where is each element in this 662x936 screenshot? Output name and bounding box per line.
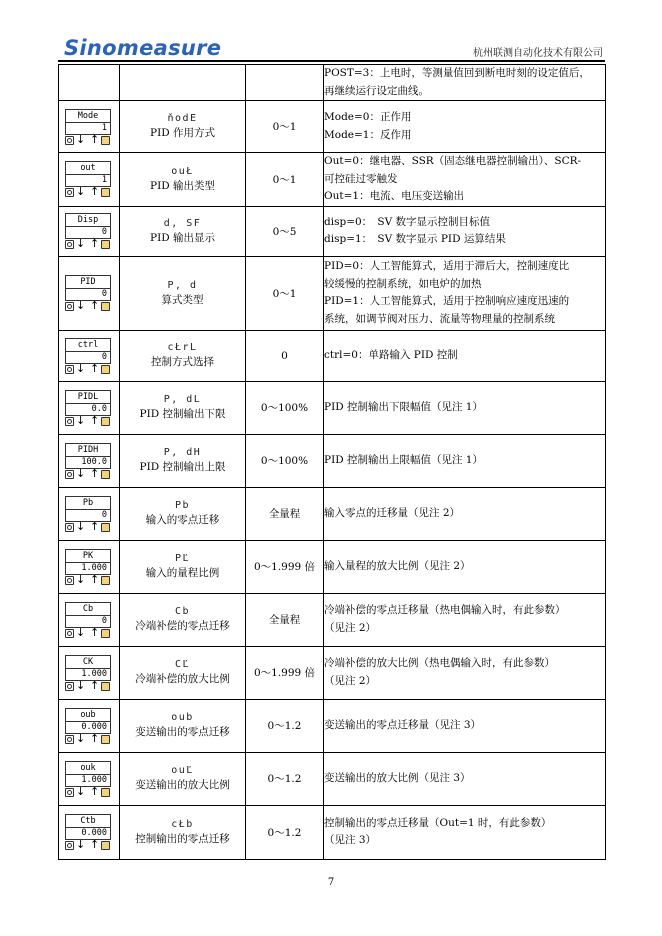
display-window bbox=[65, 109, 111, 135]
param-name: 冷端补偿的放大比例 bbox=[135, 673, 230, 685]
param-range: 0～1.999 倍 bbox=[246, 646, 324, 699]
table-row bbox=[59, 206, 606, 256]
display-code: Cb bbox=[66, 603, 110, 616]
param-name-cell bbox=[120, 593, 246, 646]
display-window bbox=[65, 602, 111, 628]
param-name: 算式类型 bbox=[161, 293, 204, 306]
enter-key-icon bbox=[101, 417, 110, 426]
set-key-icon bbox=[65, 523, 74, 532]
up-arrow-icon: ↑ bbox=[90, 466, 100, 480]
param-name-cell bbox=[120, 487, 246, 540]
table-row bbox=[59, 752, 606, 805]
set-key-icon bbox=[65, 365, 74, 374]
down-arrow-icon: ↓ bbox=[76, 784, 86, 798]
display-window bbox=[65, 549, 111, 575]
param-name-cell bbox=[120, 206, 246, 256]
description-line: 较缓慢的控制系统，如电炉的加热 bbox=[324, 277, 482, 290]
down-arrow-icon: ↓ bbox=[76, 185, 86, 199]
segment-symbol: cŁb bbox=[171, 818, 194, 830]
display-code: oub bbox=[66, 709, 110, 722]
display-code: PID bbox=[66, 276, 110, 289]
description-line: 系统，如调节阀对压力、流量等物理量的控制系统 bbox=[324, 312, 555, 325]
enter-key-icon bbox=[101, 365, 110, 374]
display-code: CK bbox=[66, 656, 110, 669]
down-arrow-icon: ↓ bbox=[76, 361, 86, 375]
param-description bbox=[324, 65, 606, 101]
display-cell bbox=[59, 381, 120, 434]
segment-symbol: oub bbox=[171, 712, 194, 723]
param-name-cell bbox=[120, 153, 246, 207]
display-value: 0 bbox=[101, 227, 107, 237]
param-name-cell bbox=[120, 805, 246, 859]
display-panel bbox=[61, 706, 117, 746]
set-key-icon bbox=[65, 240, 74, 249]
param-range: 0 bbox=[246, 330, 324, 381]
segment-symbol: ouŁ bbox=[171, 165, 194, 177]
display-code: ctrl bbox=[66, 339, 110, 352]
param-name: PID 控制输出上限 bbox=[139, 461, 226, 473]
param-name-cell bbox=[120, 330, 246, 381]
segment-symbol: cŁrL bbox=[167, 342, 198, 353]
param-name-cell bbox=[120, 434, 246, 487]
param-range: 全量程 bbox=[246, 593, 324, 646]
page-header bbox=[58, 36, 605, 62]
display-value: 0.000 bbox=[81, 828, 107, 838]
param-range: 0～100% bbox=[246, 381, 324, 434]
table-row bbox=[59, 646, 606, 699]
description-line: （见注 2） bbox=[324, 621, 377, 634]
param-description bbox=[324, 805, 606, 859]
description-line: 控制输出的零点迁移量（Out=1 时，有此参数） bbox=[324, 816, 552, 829]
down-arrow-icon: ↓ bbox=[76, 731, 86, 745]
param-description bbox=[324, 153, 606, 207]
param-description bbox=[324, 206, 606, 256]
set-key-icon bbox=[65, 841, 74, 850]
down-arrow-icon: ↓ bbox=[76, 838, 86, 851]
description-line: ctrl=0：单路输入 PID 控制 bbox=[324, 348, 458, 361]
down-arrow-icon: ↓ bbox=[76, 299, 86, 312]
param-name-cell bbox=[120, 256, 246, 330]
down-arrow-icon: ↓ bbox=[76, 413, 86, 427]
param-description bbox=[324, 381, 606, 434]
up-arrow-icon: ↑ bbox=[90, 784, 100, 798]
param-name: PID 输出显示 bbox=[150, 231, 215, 244]
display-panel bbox=[61, 547, 117, 587]
table-row bbox=[59, 65, 606, 101]
display-value: 0.000 bbox=[81, 721, 107, 732]
up-arrow-icon: ↑ bbox=[90, 185, 100, 199]
param-description bbox=[324, 593, 606, 646]
display-value: 0.0 bbox=[91, 403, 107, 414]
description-line: disp=0： SV 数字显示控制目标值 bbox=[324, 215, 491, 228]
up-arrow-icon: ↑ bbox=[90, 519, 100, 533]
param-range: 0～1.2 bbox=[246, 805, 324, 859]
set-key-icon bbox=[65, 470, 74, 479]
enter-key-icon bbox=[101, 302, 110, 311]
segment-symbol: CĽ bbox=[174, 659, 191, 670]
enter-key-icon bbox=[101, 136, 110, 145]
table-row bbox=[59, 381, 606, 434]
display-cell bbox=[59, 752, 120, 805]
enter-key-icon bbox=[101, 523, 110, 532]
description-line: PID=0：人工智能算式，适用于滞后大，控制速度比 bbox=[324, 260, 570, 272]
display-value: 1.000 bbox=[81, 668, 107, 679]
down-arrow-icon: ↓ bbox=[76, 572, 86, 586]
param-name: PID 作用方式 bbox=[150, 127, 215, 139]
param-description bbox=[324, 487, 606, 540]
param-description bbox=[324, 330, 606, 381]
param-description bbox=[324, 256, 606, 330]
display-window bbox=[65, 275, 111, 301]
display-cell bbox=[59, 256, 120, 330]
param-range: 0～1 bbox=[246, 256, 324, 330]
param-name: 控制输出的零点迁移 bbox=[135, 832, 230, 845]
enter-key-icon bbox=[101, 788, 110, 797]
enter-key-icon bbox=[101, 735, 110, 744]
description-line: 冷端补偿的放大比例（热电偶输入时，有此参数） bbox=[324, 657, 555, 669]
display-panel bbox=[61, 494, 117, 534]
set-key-icon bbox=[65, 136, 74, 145]
param-description bbox=[324, 434, 606, 487]
description-line: Mode=0：正作用 bbox=[324, 111, 412, 123]
table-row bbox=[59, 593, 606, 646]
param-name: 冷端补偿的零点迁移 bbox=[135, 620, 230, 632]
description-line: 输入零点的迁移量（见注 2） bbox=[324, 506, 461, 519]
display-panel bbox=[61, 336, 117, 376]
display-code: Pb bbox=[66, 497, 110, 510]
display-panel bbox=[61, 211, 117, 251]
up-arrow-icon: ↑ bbox=[90, 838, 100, 851]
description-line: 变送输出的零点迁移量（见注 3） bbox=[324, 718, 482, 731]
display-code: ouk bbox=[66, 762, 110, 775]
segment-symbol: P, dH bbox=[163, 447, 202, 458]
display-cell bbox=[59, 330, 120, 381]
display-code: PIDH bbox=[66, 444, 110, 457]
display-code: PIDL bbox=[66, 391, 110, 404]
table-row bbox=[59, 153, 606, 207]
table-row bbox=[59, 699, 606, 752]
param-range: 0～1.2 bbox=[246, 699, 324, 752]
table-row bbox=[59, 540, 606, 593]
display-cell bbox=[59, 487, 120, 540]
param-name-cell bbox=[120, 646, 246, 699]
display-code: Ctb bbox=[66, 815, 110, 828]
param-range: 0～1.2 bbox=[246, 752, 324, 805]
display-cell bbox=[59, 101, 120, 153]
set-key-icon bbox=[65, 735, 74, 744]
display-cell bbox=[59, 434, 120, 487]
param-name-cell bbox=[120, 540, 246, 593]
display-panel bbox=[61, 388, 117, 428]
description-line: disp=1： SV 数字显示 PID 运算结果 bbox=[324, 233, 506, 245]
display-window bbox=[65, 161, 111, 187]
param-range bbox=[246, 65, 324, 101]
up-arrow-icon: ↑ bbox=[90, 572, 100, 586]
param-name: 输入的零点迁移 bbox=[145, 514, 220, 526]
param-name: 控制方式选择 bbox=[151, 356, 214, 368]
up-arrow-icon: ↑ bbox=[90, 678, 100, 692]
up-arrow-icon: ↑ bbox=[90, 299, 100, 312]
up-arrow-icon: ↑ bbox=[90, 413, 100, 427]
description-line: （见注 2） bbox=[324, 674, 377, 687]
table-row bbox=[59, 434, 606, 487]
display-cell bbox=[59, 699, 120, 752]
down-arrow-icon: ↓ bbox=[76, 466, 86, 480]
description-line: PID=1：人工智能算式，适用于控制响应速度迅速的 bbox=[324, 295, 570, 307]
display-window bbox=[65, 443, 111, 469]
description-line: Mode=1：反作用 bbox=[324, 128, 412, 141]
display-value: 1 bbox=[101, 122, 107, 133]
enter-key-icon bbox=[101, 470, 110, 479]
display-window bbox=[65, 708, 111, 734]
display-code: Disp bbox=[66, 214, 110, 227]
down-arrow-icon: ↓ bbox=[76, 132, 86, 146]
down-arrow-icon: ↓ bbox=[76, 625, 86, 639]
display-cell bbox=[59, 153, 120, 207]
table-row bbox=[59, 805, 606, 859]
up-arrow-icon: ↑ bbox=[90, 625, 100, 639]
enter-key-icon bbox=[101, 629, 110, 638]
display-value: 0 bbox=[101, 615, 107, 626]
description-line: POST=3：上电时，等测量值回到断电时刻的设定值后， bbox=[324, 67, 590, 79]
page-number: 7 bbox=[327, 877, 335, 888]
set-key-icon bbox=[65, 576, 74, 585]
brand-logo: Sinomeasure bbox=[64, 36, 222, 60]
display-window bbox=[65, 496, 111, 522]
segment-symbol: P, dL bbox=[163, 394, 202, 405]
set-key-icon bbox=[65, 788, 74, 797]
param-name-cell bbox=[120, 752, 246, 805]
param-name: PID 输出类型 bbox=[150, 179, 215, 192]
description-line: 输入量程的放大比例（见注 2） bbox=[324, 559, 471, 572]
display-value: 1.000 bbox=[81, 562, 107, 573]
description-line: 变送输出的放大比例（见注 3） bbox=[324, 771, 471, 784]
param-name-cell bbox=[120, 699, 246, 752]
table-row bbox=[59, 101, 606, 153]
description-line: Out=1：电流、电压变送输出 bbox=[324, 190, 465, 202]
segment-symbol: P, d bbox=[167, 279, 198, 291]
table-row bbox=[59, 487, 606, 540]
param-description bbox=[324, 101, 606, 153]
param-description bbox=[324, 752, 606, 805]
description-line: PID 控制输出下限幅值（见注 1） bbox=[324, 400, 483, 413]
set-key-icon bbox=[65, 682, 74, 691]
display-value: 100.0 bbox=[81, 456, 107, 467]
display-panel bbox=[61, 441, 117, 481]
param-description bbox=[324, 646, 606, 699]
enter-key-icon bbox=[101, 576, 110, 585]
down-arrow-icon: ↓ bbox=[76, 519, 86, 533]
segment-symbol: ňodE bbox=[167, 113, 198, 124]
display-panel bbox=[61, 159, 117, 199]
param-name-cell bbox=[120, 381, 246, 434]
display-value: 0 bbox=[101, 289, 107, 299]
parameter-table-body bbox=[59, 65, 606, 860]
display-cell bbox=[59, 65, 120, 101]
param-name-cell bbox=[120, 101, 246, 153]
segment-symbol: d, SF bbox=[163, 217, 202, 229]
down-arrow-icon: ↓ bbox=[76, 237, 86, 250]
description-line: 冷端补偿的零点迁移量（热电偶输入时，有此参数） bbox=[324, 604, 566, 616]
enter-key-icon bbox=[101, 240, 110, 249]
param-description bbox=[324, 699, 606, 752]
set-key-icon bbox=[65, 417, 74, 426]
segment-symbol: ouĽ bbox=[171, 765, 194, 776]
display-window bbox=[65, 814, 111, 840]
display-window bbox=[65, 338, 111, 364]
param-range: 全量程 bbox=[246, 487, 324, 540]
param-range: 0～1 bbox=[246, 153, 324, 207]
display-cell bbox=[59, 540, 120, 593]
param-name: 变送输出的零点迁移 bbox=[135, 726, 230, 738]
param-range: 0～1 bbox=[246, 101, 324, 153]
up-arrow-icon: ↑ bbox=[90, 132, 100, 146]
enter-key-icon bbox=[101, 188, 110, 197]
company-name: 杭州联测自动化技术有限公司 bbox=[473, 48, 603, 59]
header-rule bbox=[58, 60, 605, 62]
table-row bbox=[59, 256, 606, 330]
display-panel bbox=[61, 812, 117, 852]
enter-key-icon bbox=[101, 682, 110, 691]
param-name: 输入的量程比例 bbox=[145, 567, 220, 579]
display-window bbox=[65, 761, 111, 787]
set-key-icon bbox=[65, 629, 74, 638]
display-code: Mode bbox=[66, 110, 110, 123]
display-value: 0 bbox=[101, 509, 107, 520]
up-arrow-icon: ↑ bbox=[90, 731, 100, 745]
description-line: （见注 3） bbox=[324, 834, 377, 846]
param-range: 0～1.999 倍 bbox=[246, 540, 324, 593]
segment-symbol: PĽ bbox=[174, 553, 191, 564]
description-line: Out=0：继电器、SSR（固态继电器控制输出）、SCR- bbox=[324, 155, 582, 167]
param-name: 变送输出的放大比例 bbox=[135, 779, 230, 791]
parameter-table bbox=[58, 64, 606, 860]
up-arrow-icon: ↑ bbox=[90, 237, 100, 250]
description-line: PID 控制输出上限幅值（见注 1） bbox=[324, 453, 483, 466]
set-key-icon bbox=[65, 188, 74, 197]
enter-key-icon bbox=[101, 841, 110, 850]
display-panel bbox=[61, 653, 117, 693]
display-cell bbox=[59, 593, 120, 646]
display-window bbox=[65, 213, 111, 239]
display-panel bbox=[61, 107, 117, 147]
display-code: out bbox=[66, 162, 110, 175]
down-arrow-icon: ↓ bbox=[76, 678, 86, 692]
display-value: 0 bbox=[101, 351, 107, 362]
up-arrow-icon: ↑ bbox=[90, 361, 100, 375]
display-code: PK bbox=[66, 550, 110, 563]
display-panel bbox=[61, 273, 117, 313]
display-panel bbox=[61, 759, 117, 799]
display-window bbox=[65, 390, 111, 416]
param-name: PID 控制输出下限 bbox=[139, 408, 226, 420]
set-key-icon bbox=[65, 302, 74, 311]
display-window bbox=[65, 655, 111, 681]
segment-symbol: Pb bbox=[174, 500, 191, 511]
display-panel bbox=[61, 600, 117, 640]
param-description bbox=[324, 540, 606, 593]
param-name-cell bbox=[120, 65, 246, 101]
display-value: 1 bbox=[101, 175, 107, 186]
description-line: 再继续运行设定曲线。 bbox=[324, 84, 429, 97]
display-cell bbox=[59, 805, 120, 859]
table-row bbox=[59, 330, 606, 381]
display-cell bbox=[59, 206, 120, 256]
segment-symbol: Cb bbox=[174, 606, 191, 617]
param-range: 0～5 bbox=[246, 206, 324, 256]
display-cell bbox=[59, 646, 120, 699]
param-range: 0～100% bbox=[246, 434, 324, 487]
description-line: 可控硅过零触发 bbox=[324, 172, 398, 185]
display-value: 1.000 bbox=[81, 774, 107, 785]
